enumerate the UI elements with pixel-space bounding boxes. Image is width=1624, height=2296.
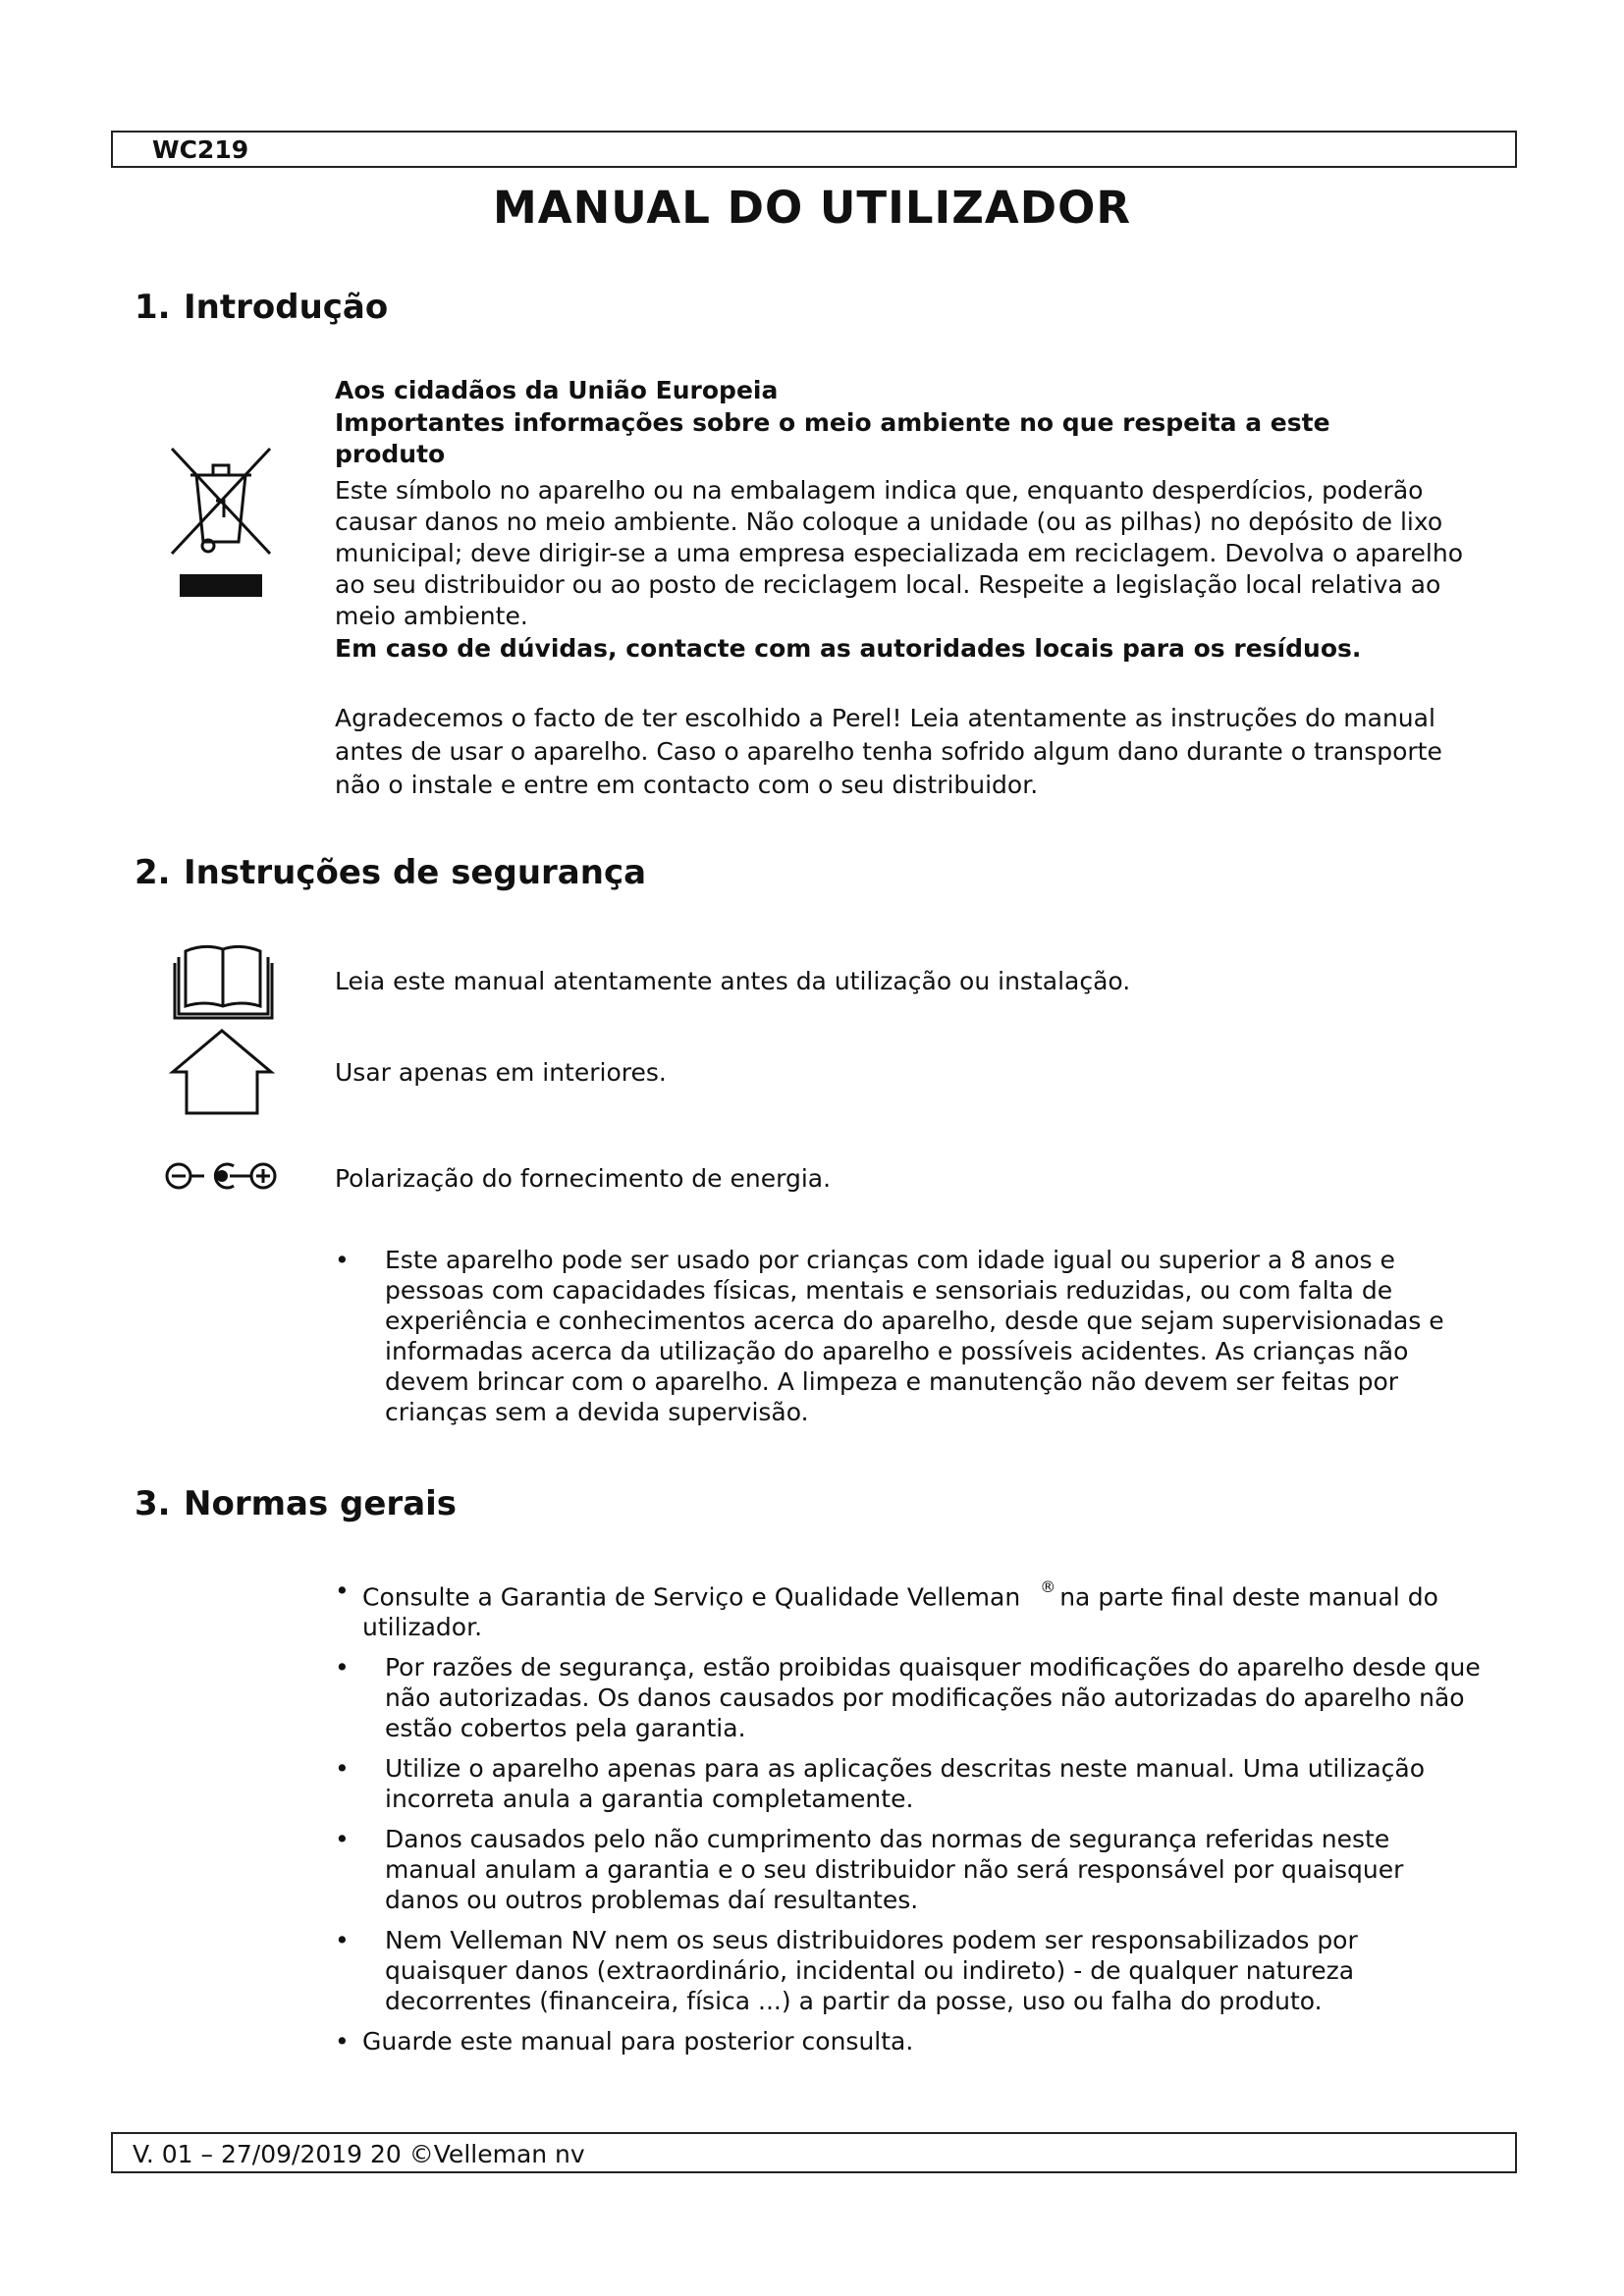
- bullet-dot: •: [335, 1825, 350, 1854]
- list-item: [335, 1753, 1484, 1814]
- safety-row-text: Polarização do fornecimento de energia.: [335, 1164, 832, 1193]
- section-number: 3.: [135, 1484, 171, 1523]
- list-item-text: Utilize o aparelho apenas para as aplicações descritas neste manual. Uma utilização incorreta anula a garantia completamente.: [385, 1754, 1425, 1814]
- bullet-dot: •: [335, 1246, 350, 1274]
- bullet-dot: •: [335, 1926, 350, 1955]
- document-title: MANUAL DO UTILIZADOR: [493, 182, 1131, 234]
- bullet-dot: •: [335, 1653, 350, 1682]
- house-icon: [169, 1027, 275, 1117]
- section-title: Instruções de segurança: [184, 853, 647, 892]
- section-heading-introduction: [135, 288, 388, 327]
- list-item-text: Nem Velleman NV nem os seus distribuidores podem ser responsabilizados por quaisquer danos (extraordinário, incidental ou indireto) - de qualquer natureza decorrentes (financeira, física ...) a partir da posse, uso ou falha do produto.: [385, 1926, 1358, 2016]
- eu-citizens-heading: Aos cidadãos da União Europeia: [335, 376, 779, 404]
- list-item-text: Consulte a Garantia de Serviço e Qualidade Velleman: [362, 1582, 1021, 1612]
- polarity-icon: [163, 1158, 281, 1194]
- list-item: [335, 2026, 1484, 2056]
- thanks-text: Agradecemos o facto de ter escolhido a Perel! Leia atentamente as instruções do manual antes de usar o aparelho. Caso o aparelho tenha sofrido algum dano durante o transporte não o instale e entre em contacto com o seu distribuidor.: [335, 704, 1442, 799]
- registered-mark: ®: [1040, 1577, 1056, 1596]
- section-heading-general-norms: [135, 1484, 457, 1523]
- footer-box: [111, 2132, 1517, 2173]
- bullet-dot: •: [335, 1754, 350, 1784]
- bullet-dot: •: [335, 1576, 350, 1605]
- safety-bullet-list: [335, 1245, 1484, 1427]
- safety-row-text: Usar apenas em interiores.: [335, 1058, 667, 1087]
- environment-text: Este símbolo no aparelho ou na embalagem indica que, enquanto desperdícios, poderão causar danos no meio ambiente. Não coloque a unidade (ou as pilhas) no depósito de lixo municipal; deve dirigir-se a uma empresa especializada em reciclagem. Devolva o aparelho ao seu distribuidor ou ao posto de reciclagem local. Respeite a legislação local relativa ao meio ambiente.: [335, 476, 1463, 630]
- list-item-text: Por razões de segurança, estão proibidas quaisquer modificações do aparelho desde que não autorizadas. Os danos causados por modificações não autorizadas do aparelho não estão cobertos pela garantia.: [385, 1653, 1481, 1743]
- bullet-dot: •: [335, 2027, 350, 2056]
- list-item: [335, 1925, 1484, 2016]
- list-item: [335, 1652, 1484, 1743]
- book-icon: [172, 937, 275, 1020]
- list-item: [335, 1575, 1484, 1642]
- list-item-text: Este aparelho pode ser usado por crianças com idade igual ou superior a 8 anos e pessoas com capacidades físicas, mentais e sensoriais reduzidas, ou com falta de experiência e conhecimentos acerca do aparelho, desde que sejam supervisionadas e informadas acerca da utilização do aparelho e possíveis acidentes. As crianças não devem brincar com o aparelho. A limpeza e manutenção não devem ser feitas por crianças sem a devida supervisão.: [385, 1246, 1444, 1426]
- model-number: WC219: [152, 135, 249, 164]
- header-box: [111, 131, 1517, 168]
- list-item: [335, 1245, 1484, 1427]
- list-item-text: Danos causados pelo não cumprimento das normas de segurança referidas neste manual anulam a garantia e o seu distribuidor não será responsável por quaisquer danos ou outros problemas daí resultantes.: [385, 1825, 1404, 1915]
- environment-heading: Importantes informações sobre o meio ambiente no que respeita a este produto: [335, 408, 1330, 468]
- section-number: 1.: [135, 288, 171, 327]
- safety-row-text: Leia este manual atentamente antes da utilização ou instalação.: [335, 967, 1131, 995]
- list-item-text: Guarde este manual para posterior consulta.: [362, 2027, 914, 2056]
- list-item: [335, 1824, 1484, 1915]
- section-number: 2.: [135, 853, 171, 892]
- section-heading-safety: [135, 853, 646, 892]
- norms-bullet-list: [335, 1575, 1484, 2066]
- section-title: Introdução: [184, 288, 389, 327]
- weee-bin-icon: [167, 444, 275, 601]
- doubt-text: Em caso de dúvidas, contacte com as autoridades locais para os resíduos.: [335, 634, 1362, 663]
- list-item-text: na parte final deste manual do utilizador.: [362, 1582, 1438, 1642]
- footer-text: V. 01 – 27/09/2019 20 ©Velleman nv: [133, 2140, 585, 2168]
- section-title: Normas gerais: [184, 1484, 458, 1523]
